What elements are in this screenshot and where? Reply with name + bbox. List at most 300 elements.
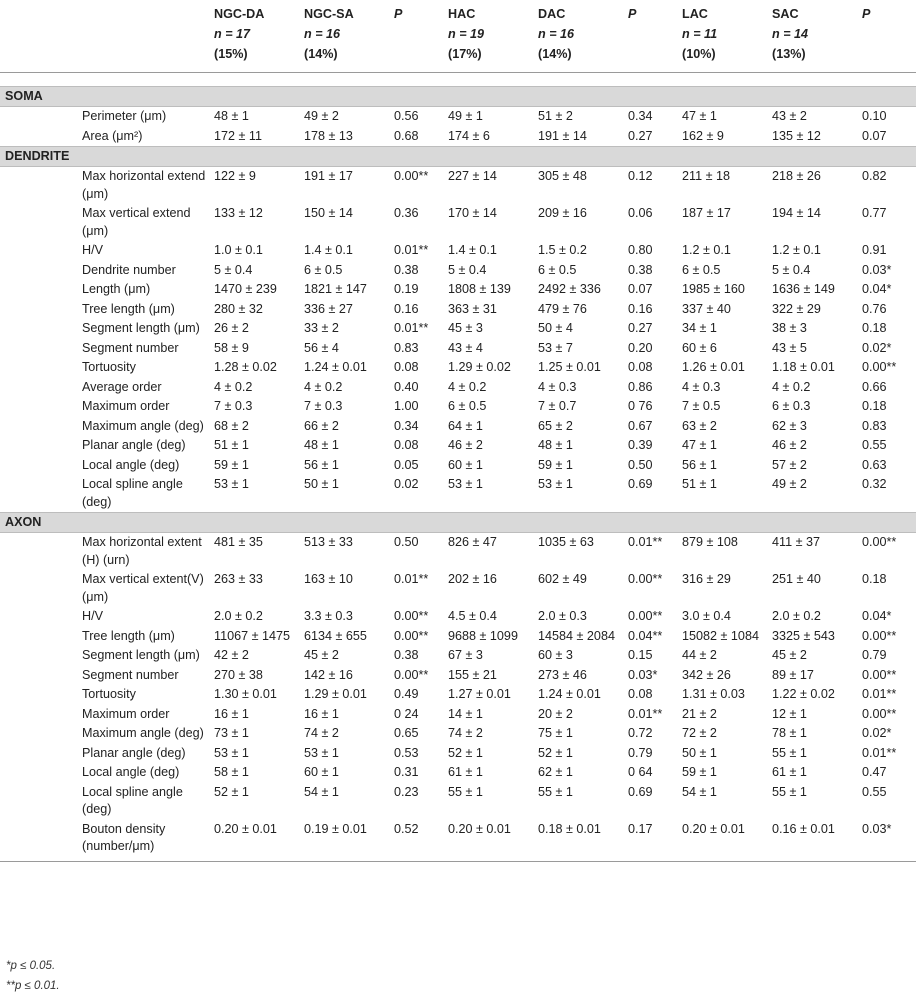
- header-n: n = 19: [448, 27, 485, 41]
- indent-cell: [0, 685, 82, 705]
- value-cell: 0.16 ± 0.01: [772, 821, 835, 836]
- table-row: [0, 167, 916, 205]
- value-cell: 6134 ± 655: [304, 628, 367, 643]
- value-cell: 43 ± 4: [448, 340, 483, 355]
- table-row: [0, 319, 916, 339]
- value-cell: 57 ± 2: [772, 457, 807, 472]
- p-value-cell: 0.04**: [628, 628, 663, 643]
- header-name: NGC-DA: [214, 7, 265, 21]
- p-value-cell: 0.77: [862, 206, 887, 220]
- header-n: n = 17: [214, 27, 251, 41]
- table-row: [0, 820, 916, 857]
- value-cell: 56 ± 1: [304, 457, 339, 472]
- table-row: [0, 261, 916, 281]
- header-empty: [82, 4, 214, 73]
- footnote-p005: *p ≤ 0.05.: [6, 960, 56, 972]
- header-col-ngc-sa: [304, 4, 394, 73]
- value-cell: 602 ± 49: [538, 572, 587, 586]
- value-cell: 73 ± 1: [214, 726, 249, 740]
- param-label: Tree length (μm): [82, 301, 175, 316]
- p-value-cell: 0.69: [628, 477, 653, 491]
- indent-cell: [0, 475, 82, 513]
- param-label: Max horizontal extent (H) (urn): [82, 535, 202, 567]
- p-value-cell: 0.38: [628, 262, 653, 277]
- value-cell: 47 ± 1: [682, 109, 717, 123]
- param-label: Planar angle (deg): [82, 745, 186, 760]
- value-cell: 55 ± 1: [538, 784, 573, 799]
- table-row: [0, 300, 916, 320]
- p-value-cell: 0.04*: [862, 282, 892, 296]
- param-label: H/V: [82, 609, 103, 623]
- param-label: Max vertical extent(V) (μm): [82, 572, 204, 604]
- value-cell: 2492 ± 336: [538, 282, 601, 296]
- value-cell: 7 ± 0.5: [682, 399, 721, 413]
- p-value-cell: 0.40: [394, 379, 419, 394]
- value-cell: 1.30 ± 0.01: [214, 687, 277, 701]
- p-value-cell: 0.38: [394, 648, 419, 662]
- value-cell: 60 ± 3: [538, 648, 573, 662]
- value-cell: 322 ± 29: [772, 301, 821, 316]
- table-row: [0, 378, 916, 398]
- table-row: [0, 685, 916, 705]
- indent-cell: [0, 204, 82, 241]
- value-cell: 7 ± 0.3: [304, 399, 343, 413]
- value-cell: 178 ± 13: [304, 128, 353, 143]
- header-n: n = 16: [538, 27, 575, 41]
- param-label: Tree length (μm): [82, 628, 175, 643]
- value-cell: 49 ± 2: [772, 477, 807, 491]
- header-col-lac: [682, 4, 772, 73]
- table-row: [0, 417, 916, 437]
- p-value-cell: 0.83: [394, 340, 419, 355]
- p-value-cell: 0.55: [862, 438, 887, 452]
- value-cell: 3325 ± 543: [772, 628, 835, 643]
- header-name: LAC: [682, 7, 708, 21]
- value-cell: 194 ± 14: [772, 206, 821, 220]
- p-value-cell: 0.00**: [862, 628, 897, 643]
- value-cell: 48 ± 1: [538, 438, 573, 452]
- p-value-cell: 0.08: [394, 360, 419, 374]
- value-cell: 0.19 ± 0.01: [304, 821, 367, 836]
- value-cell: 67 ± 3: [448, 648, 483, 662]
- p-value-cell: 0.39: [628, 438, 653, 452]
- value-cell: 62 ± 1: [538, 765, 573, 779]
- morphology-table: [0, 4, 916, 862]
- p-value-cell: 0.18: [862, 399, 887, 413]
- indent-cell: [0, 261, 82, 281]
- value-cell: 53 ± 1: [214, 745, 249, 760]
- value-cell: 1.4 ± 0.1: [304, 243, 353, 257]
- param-label: Length (μm): [82, 282, 151, 296]
- value-cell: 0.20 ± 0.01: [214, 821, 277, 836]
- param-label: Max vertical extend (μm): [82, 206, 191, 238]
- param-label: Segment length (μm): [82, 648, 200, 662]
- header-name: DAC: [538, 7, 566, 21]
- p-value-cell: 0.00**: [628, 572, 663, 586]
- p-value-cell: 0.00**: [394, 667, 429, 682]
- header-col-dac: [538, 4, 628, 73]
- value-cell: 62 ± 3: [772, 418, 807, 433]
- p-value-cell: 0.76: [862, 301, 887, 316]
- value-cell: 44 ± 2: [682, 648, 717, 662]
- value-cell: 305 ± 48: [538, 169, 587, 183]
- param-label: Maximum order: [82, 399, 170, 413]
- header-col-p: [394, 4, 448, 73]
- header-pct: (14%): [538, 47, 572, 61]
- p-value-cell: 0.49: [394, 687, 419, 701]
- value-cell: 2.0 ± 0.3: [538, 609, 587, 623]
- value-cell: 59 ± 1: [682, 765, 717, 779]
- value-cell: 4 ± 0.3: [682, 379, 721, 394]
- indent-cell: [0, 724, 82, 744]
- value-cell: 280 ± 32: [214, 301, 263, 316]
- value-cell: 3.3 ± 0.3: [304, 609, 353, 623]
- indent-cell: [0, 378, 82, 398]
- header-pct: (17%): [448, 47, 482, 61]
- p-value-cell: 0.08: [394, 438, 419, 452]
- p-value-cell: 0.04*: [862, 609, 892, 623]
- p-value-cell: 0.00**: [862, 535, 897, 549]
- value-cell: 1.4 ± 0.1: [448, 243, 497, 257]
- p-value-cell: 0.00**: [394, 628, 429, 643]
- p-value-cell: 0.03*: [862, 262, 892, 277]
- p-value-cell: 0.86: [628, 379, 653, 394]
- p-value-cell: 0.00**: [862, 706, 897, 721]
- value-cell: 0.18 ± 0.01: [538, 821, 601, 836]
- footnote-p001: **p ≤ 0.01.: [6, 980, 60, 992]
- value-cell: 68 ± 2: [214, 418, 249, 433]
- indent-cell: [0, 533, 82, 571]
- p-value-cell: 0.80: [628, 243, 653, 257]
- header-col-p: [862, 4, 916, 73]
- p-value-cell: 0.27: [628, 128, 653, 143]
- p-value-cell: 0.01**: [394, 243, 429, 257]
- value-cell: 251 ± 40: [772, 572, 821, 586]
- value-cell: 218 ± 26: [772, 169, 821, 183]
- value-cell: 54 ± 1: [304, 784, 339, 799]
- value-cell: 6 ± 0.5: [682, 262, 721, 277]
- value-cell: 66 ± 2: [304, 418, 339, 433]
- value-cell: 1821 ± 147: [304, 282, 367, 296]
- value-cell: 9688 ± 1099: [448, 628, 518, 643]
- value-cell: 209 ± 16: [538, 206, 587, 220]
- p-value-cell: 0.67: [628, 418, 653, 433]
- value-cell: 2.0 ± 0.2: [772, 609, 821, 623]
- header-col-ngc-da: [214, 4, 304, 73]
- value-cell: 4 ± 0.2: [214, 379, 253, 394]
- header-pct: (15%): [214, 47, 248, 61]
- header-name: NGC-SA: [304, 7, 354, 21]
- table-row: [0, 763, 916, 783]
- indent-cell: [0, 358, 82, 378]
- value-cell: 74 ± 2: [304, 726, 339, 740]
- p-value-cell: 1.00: [394, 399, 419, 413]
- p-value-cell: 0.01**: [628, 535, 663, 549]
- value-cell: 1035 ± 63: [538, 535, 594, 549]
- p-value-cell: 0.07: [862, 128, 887, 143]
- p-value-cell: 0.01**: [862, 687, 897, 701]
- header-pct: (10%): [682, 47, 716, 61]
- value-cell: 21 ± 2: [682, 706, 717, 721]
- indent-cell: [0, 319, 82, 339]
- value-cell: 1.25 ± 0.01: [538, 360, 601, 374]
- table-row: [0, 646, 916, 666]
- header-name: P: [628, 7, 637, 21]
- value-cell: 411 ± 37: [772, 535, 820, 549]
- value-cell: 6 ± 0.3: [772, 399, 811, 413]
- table-row: [0, 436, 916, 456]
- p-value-cell: 0.18: [862, 321, 887, 335]
- param-label: Dendrite number: [82, 262, 176, 277]
- value-cell: 49 ± 2: [304, 109, 339, 123]
- value-cell: 0.20 ± 0.01: [682, 821, 745, 836]
- value-cell: 56 ± 1: [682, 457, 717, 472]
- value-cell: 1.5 ± 0.2: [538, 243, 587, 257]
- value-cell: 1.31 ± 0.03: [682, 687, 745, 701]
- p-value-cell: 0.82: [862, 169, 887, 183]
- p-value-cell: 0.10: [862, 109, 887, 123]
- param-label: Bouton density (number/μm): [82, 821, 166, 853]
- p-value-cell: 0.16: [628, 301, 653, 316]
- param-label: Segment number: [82, 340, 179, 355]
- p-value-cell: 0.63: [862, 457, 887, 472]
- table-row: [0, 241, 916, 261]
- p-value-cell: 0.38: [394, 262, 419, 277]
- value-cell: 55 ± 1: [772, 784, 807, 799]
- p-value-cell: 0.27: [628, 321, 653, 335]
- value-cell: 150 ± 14: [304, 206, 353, 220]
- value-cell: 55 ± 1: [448, 784, 483, 799]
- value-cell: 49 ± 1: [448, 109, 483, 123]
- section-title: AXON: [0, 513, 916, 533]
- value-cell: 1.26 ± 0.01: [682, 360, 745, 374]
- value-cell: 50 ± 1: [682, 745, 717, 760]
- header-n: n = 11: [682, 27, 718, 41]
- value-cell: 187 ± 17: [682, 206, 731, 220]
- p-value-cell: 0.15: [628, 648, 653, 662]
- header-name: SAC: [772, 7, 799, 21]
- value-cell: 191 ± 17: [304, 169, 353, 183]
- p-value-cell: 0.56: [394, 109, 419, 123]
- value-cell: 4.5 ± 0.4: [448, 609, 497, 623]
- value-cell: 34 ± 1: [682, 321, 717, 335]
- value-cell: 26 ± 2: [214, 321, 249, 335]
- indent-cell: [0, 627, 82, 647]
- value-cell: 1470 ± 239: [214, 282, 277, 296]
- indent-cell: [0, 705, 82, 725]
- value-cell: 48 ± 1: [214, 109, 249, 123]
- value-cell: 53 ± 1: [448, 477, 483, 491]
- indent-cell: [0, 570, 82, 607]
- indent-cell: [0, 436, 82, 456]
- p-value-cell: 0 64: [628, 765, 653, 779]
- value-cell: 64 ± 1: [448, 418, 483, 433]
- value-cell: 53 ± 1: [538, 477, 573, 491]
- table-row: [0, 533, 916, 571]
- p-value-cell: 0.47: [862, 765, 887, 779]
- value-cell: 60 ± 1: [448, 457, 483, 472]
- value-cell: 12 ± 1: [772, 706, 807, 721]
- value-cell: 273 ± 46: [538, 667, 587, 682]
- param-label: Segment number: [82, 667, 179, 682]
- value-cell: 72 ± 2: [682, 726, 717, 740]
- p-value-cell: 0.83: [862, 418, 887, 433]
- param-label: Local spline angle (deg): [82, 784, 183, 816]
- indent-cell: [0, 339, 82, 359]
- value-cell: 47 ± 1: [682, 438, 717, 452]
- p-value-cell: 0.34: [628, 109, 653, 123]
- param-label: Tortuosity: [82, 360, 136, 374]
- value-cell: 78 ± 1: [772, 726, 807, 740]
- value-cell: 1.28 ± 0.02: [214, 360, 277, 374]
- indent-cell: [0, 456, 82, 476]
- param-label: Local angle (deg): [82, 765, 180, 779]
- value-cell: 5 ± 0.4: [772, 262, 811, 277]
- section-header: [0, 147, 916, 167]
- table-row: [0, 107, 916, 127]
- param-label: Maximum angle (deg): [82, 726, 204, 740]
- value-cell: 202 ± 16: [448, 572, 497, 586]
- indent-cell: [0, 666, 82, 686]
- indent-cell: [0, 820, 82, 857]
- p-value-cell: 0.01**: [394, 572, 429, 586]
- value-cell: 172 ± 11: [214, 128, 262, 143]
- value-cell: 59 ± 1: [214, 457, 249, 472]
- p-value-cell: 0.18: [862, 572, 887, 586]
- value-cell: 53 ± 1: [304, 745, 339, 760]
- table-row: [0, 724, 916, 744]
- p-value-cell: 0.68: [394, 128, 419, 143]
- p-value-cell: 0.01**: [862, 745, 897, 760]
- p-value-cell: 0.00**: [394, 609, 429, 623]
- table-row: [0, 705, 916, 725]
- p-value-cell: 0.17: [628, 821, 653, 836]
- value-cell: 61 ± 1: [448, 765, 483, 779]
- p-value-cell: 0.34: [394, 418, 419, 433]
- p-value-cell: 0.07: [628, 282, 653, 296]
- header-name: P: [394, 7, 403, 21]
- param-label: Segment length (μm): [82, 321, 200, 335]
- indent-cell: [0, 300, 82, 320]
- value-cell: 1.2 ± 0.1: [682, 243, 731, 257]
- value-cell: 1.0 ± 0.1: [214, 243, 263, 257]
- table-body: [0, 73, 916, 862]
- value-cell: 1.27 ± 0.01: [448, 687, 511, 701]
- value-cell: 163 ± 10: [304, 572, 353, 586]
- indent-cell: [0, 744, 82, 764]
- header-n: n = 16: [304, 27, 341, 41]
- header-name: HAC: [448, 7, 476, 21]
- value-cell: 52 ± 1: [214, 784, 249, 799]
- p-value-cell: 0.20: [628, 340, 653, 355]
- p-value-cell: 0.69: [628, 784, 653, 799]
- p-value-cell: 0.00**: [628, 609, 663, 623]
- value-cell: 58 ± 1: [214, 765, 249, 779]
- param-label: Area (μm²): [82, 128, 143, 143]
- param-label: Local angle (deg): [82, 457, 180, 472]
- value-cell: 51 ± 1: [214, 438, 249, 452]
- value-cell: 51 ± 1: [682, 477, 717, 491]
- p-value-cell: 0.66: [862, 379, 887, 394]
- header-name: P: [862, 7, 871, 21]
- value-cell: 59 ± 1: [538, 457, 573, 472]
- header-col-p: [628, 4, 682, 73]
- p-value-cell: 0.53: [394, 745, 419, 760]
- value-cell: 56 ± 4: [304, 340, 339, 355]
- value-cell: 6 ± 0.5: [538, 262, 577, 277]
- p-value-cell: 0.08: [628, 687, 653, 701]
- value-cell: 1.24 ± 0.01: [538, 687, 601, 701]
- value-cell: 1.24 ± 0.01: [304, 360, 367, 374]
- value-cell: 4 ± 0.2: [772, 379, 811, 394]
- value-cell: 45 ± 3: [448, 321, 483, 335]
- header-row: [0, 4, 916, 73]
- value-cell: 6 ± 0.5: [304, 262, 343, 277]
- table-row: [0, 456, 916, 476]
- value-cell: 43 ± 2: [772, 109, 807, 123]
- table-row: [0, 358, 916, 378]
- param-label: Tortuosity: [82, 687, 136, 701]
- header-empty: [0, 4, 82, 73]
- p-value-cell: 0.32: [862, 477, 887, 491]
- value-cell: 7 ± 0.7: [538, 399, 577, 413]
- value-cell: 45 ± 2: [772, 648, 807, 662]
- table-row: [0, 570, 916, 607]
- param-label: H/V: [82, 243, 103, 257]
- value-cell: 33 ± 2: [304, 321, 339, 335]
- value-cell: 342 ± 26: [682, 667, 731, 682]
- value-cell: 48 ± 1: [304, 438, 339, 452]
- value-cell: 52 ± 1: [538, 745, 573, 760]
- value-cell: 2.0 ± 0.2: [214, 609, 263, 623]
- indent-cell: [0, 607, 82, 627]
- value-cell: 46 ± 2: [772, 438, 807, 452]
- section-header: [0, 87, 916, 107]
- value-cell: 42 ± 2: [214, 648, 249, 662]
- value-cell: 270 ± 38: [214, 667, 263, 682]
- value-cell: 1.2 ± 0.1: [772, 243, 821, 257]
- section-header: [0, 513, 916, 533]
- p-value-cell: 0.16: [394, 301, 419, 316]
- indent-cell: [0, 107, 82, 127]
- value-cell: 4 ± 0.2: [304, 379, 343, 394]
- p-value-cell: 0.50: [628, 457, 653, 472]
- indent-cell: [0, 646, 82, 666]
- value-cell: 316 ± 29: [682, 572, 731, 586]
- indent-cell: [0, 417, 82, 437]
- value-cell: 162 ± 9: [682, 128, 724, 143]
- value-cell: 479 ± 76: [538, 301, 587, 316]
- value-cell: 1.29 ± 0.01: [304, 687, 367, 701]
- value-cell: 5 ± 0.4: [214, 262, 253, 277]
- table-row: [0, 627, 916, 647]
- p-value-cell: 0.55: [862, 784, 887, 799]
- p-value-cell: 0.72: [628, 726, 653, 740]
- value-cell: 53 ± 1: [214, 477, 249, 491]
- value-cell: 826 ± 47: [448, 535, 497, 549]
- value-cell: 1808 ± 139: [448, 282, 511, 296]
- table-row: [0, 744, 916, 764]
- table-row: [0, 127, 916, 147]
- param-label: Maximum angle (deg): [82, 418, 204, 433]
- value-cell: 55 ± 1: [772, 745, 807, 760]
- value-cell: 15082 ± 1084: [682, 628, 759, 643]
- value-cell: 0.20 ± 0.01: [448, 821, 511, 836]
- value-cell: 879 ± 108: [682, 535, 738, 549]
- value-cell: 45 ± 2: [304, 648, 339, 662]
- param-label: Perimeter (μm): [82, 109, 167, 123]
- param-label: Local spline angle (deg): [82, 477, 183, 509]
